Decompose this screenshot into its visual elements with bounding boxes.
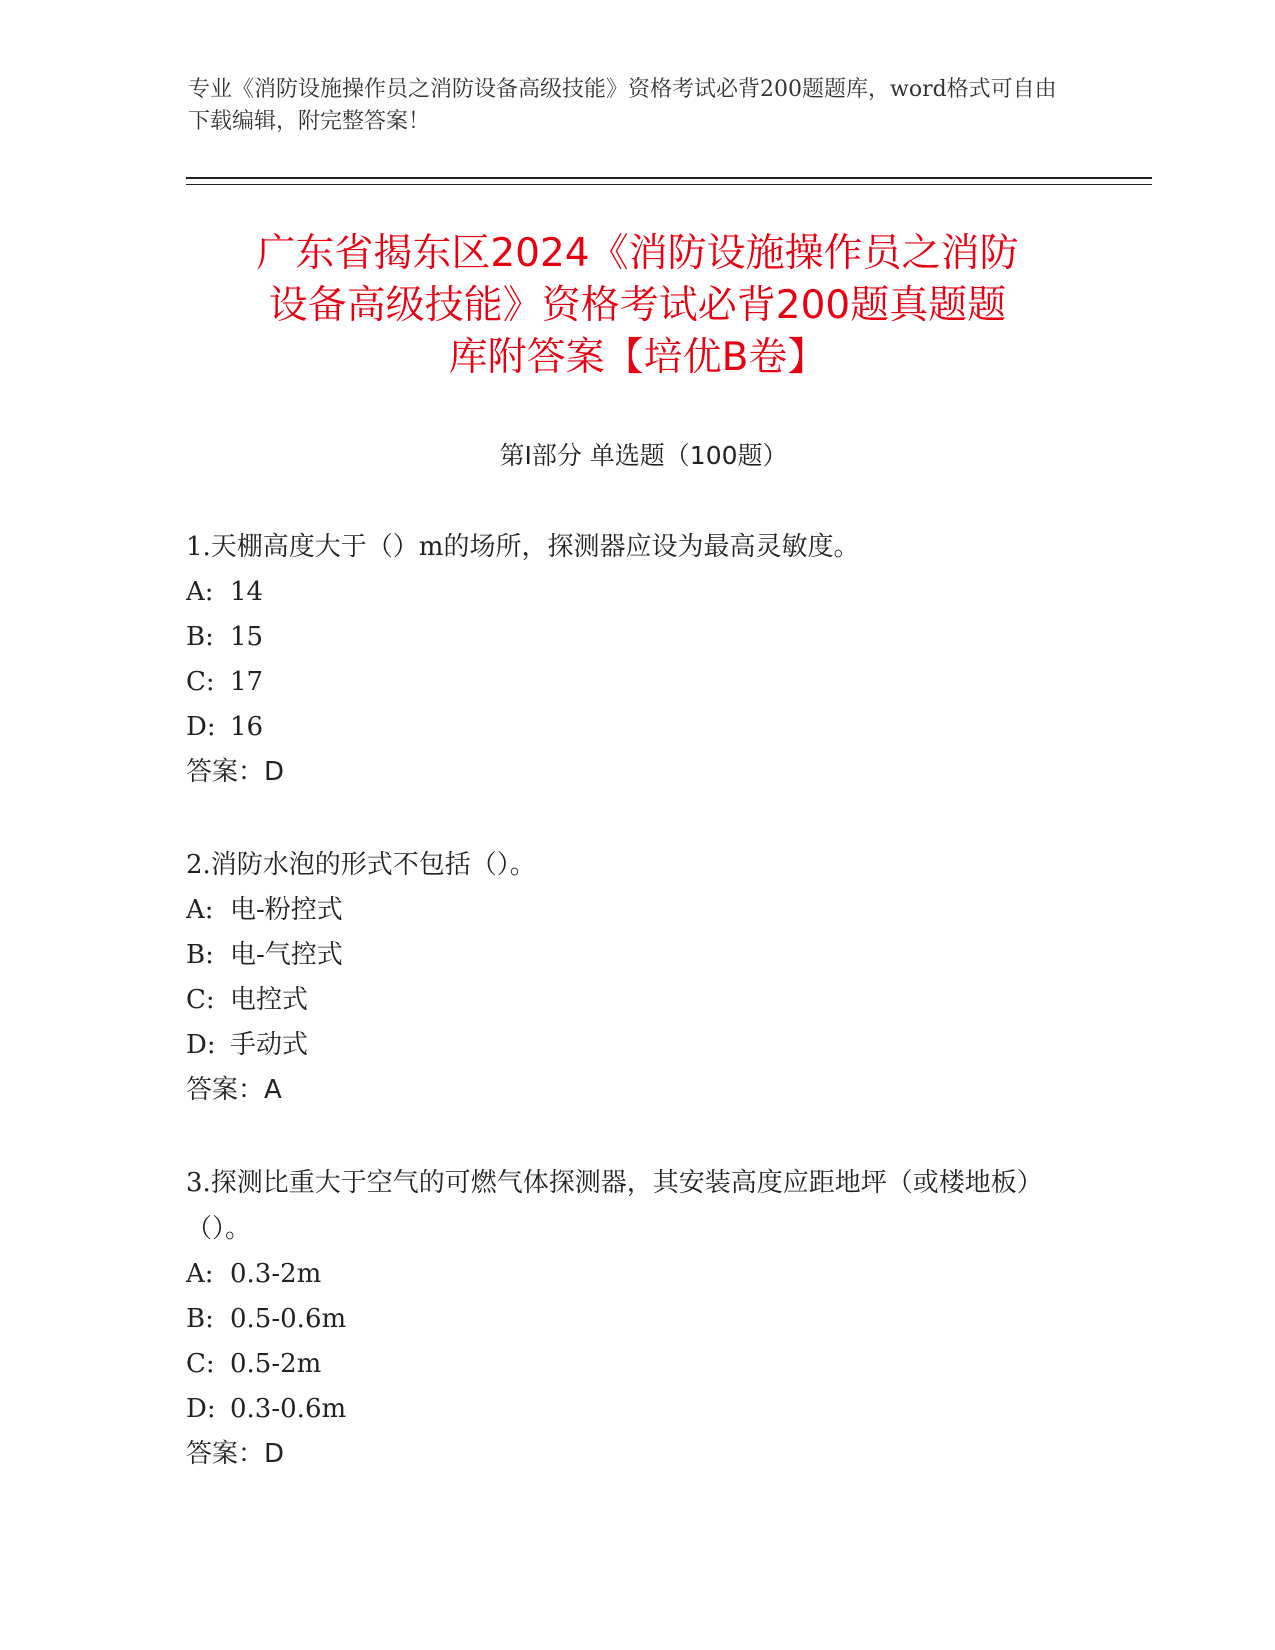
- option-letter: A:: [186, 1259, 214, 1289]
- option-c: [186, 1342, 1086, 1387]
- option-letter: B:: [186, 622, 214, 652]
- question-stem: 2.消防水泡的形式不包括（）。: [186, 850, 536, 880]
- section-heading: 第Ⅰ部分 单选题（100题）: [499, 441, 788, 470]
- option-letter: C:: [186, 1349, 215, 1379]
- header-note: 专业《消防设施操作员之消防设备高级技能》资格考试必背200题题库，word格式可自由下载编辑，附完整答案！: [188, 77, 1057, 134]
- option-text: 手动式: [230, 1030, 309, 1060]
- option-a: [186, 570, 1086, 615]
- question-block: [186, 842, 1086, 1113]
- option-d: [186, 1387, 1086, 1432]
- option-letter: B:: [186, 1304, 214, 1334]
- title-line-2: 设备高级技能》资格考试必背200题真题题: [268, 283, 1007, 328]
- answer-line: 答案：A: [186, 1075, 282, 1105]
- option-text: 0.5-2m: [230, 1349, 322, 1379]
- option-a: [186, 888, 1086, 933]
- answer-line: 答案：D: [186, 757, 285, 787]
- option-letter: D:: [186, 1394, 216, 1424]
- option-letter: D:: [186, 1030, 216, 1060]
- option-b: [186, 615, 1086, 660]
- question-stem: 3.探测比重大于空气的可燃气体探测器，其安装高度应距地坪（或楼地板）（）。: [186, 1168, 1043, 1244]
- option-c: [186, 978, 1086, 1023]
- option-text: 16: [230, 712, 264, 742]
- option-text: 14: [230, 577, 264, 607]
- option-d: [186, 1023, 1086, 1068]
- question-block: [186, 1160, 1086, 1477]
- option-text: 电控式: [230, 985, 309, 1015]
- option-b: [186, 933, 1086, 978]
- option-letter: B:: [186, 940, 214, 970]
- title-line-1: 广东省揭东区2024《消防设施操作员之消防: [256, 231, 1019, 276]
- option-text: 电-粉控式: [230, 895, 343, 925]
- header-rule-thick: [186, 177, 1152, 179]
- answer-line: 答案：D: [186, 1439, 285, 1469]
- question-stem: 1.天棚高度大于（）m的场所，探测器应设为最高灵敏度。: [186, 532, 860, 562]
- option-text: 15: [230, 622, 264, 652]
- option-d: [186, 705, 1086, 750]
- option-letter: A:: [186, 895, 214, 925]
- header-rule-thin: [186, 184, 1152, 185]
- option-text: 0.3-2m: [230, 1259, 322, 1289]
- document-title: [180, 228, 1095, 384]
- title-line-3: 库附答案【培优B卷】: [448, 335, 827, 380]
- option-a: [186, 1252, 1086, 1297]
- option-b: [186, 1297, 1086, 1342]
- option-text: 17: [230, 667, 264, 697]
- option-text: 0.5-0.6m: [230, 1304, 347, 1334]
- option-letter: C:: [186, 985, 215, 1015]
- option-letter: C:: [186, 667, 215, 697]
- option-letter: A:: [186, 577, 214, 607]
- option-c: [186, 660, 1086, 705]
- option-letter: D:: [186, 712, 216, 742]
- question-block: [186, 524, 1086, 795]
- option-text: 电-气控式: [230, 940, 343, 970]
- option-text: 0.3-0.6m: [230, 1394, 347, 1424]
